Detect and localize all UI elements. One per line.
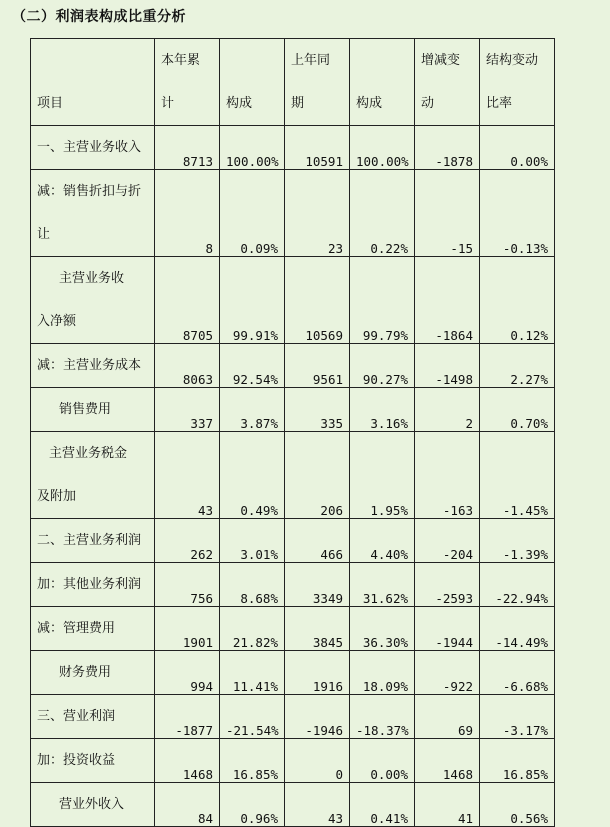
cell-cur-pct: 21.82% (220, 607, 285, 651)
cell-cur: 262 (155, 519, 220, 563)
cell-prev: 9561 (285, 344, 350, 388)
row-label-line: 三、营业利润 (37, 709, 116, 724)
cell-cur: 1468 (155, 739, 220, 783)
cell-prev-pct: -18.37% (350, 695, 415, 739)
cell-change: 1468 (415, 739, 480, 783)
table-row (31, 651, 555, 695)
row-label (31, 126, 155, 170)
cell-prev-pct: 0.41% (350, 783, 415, 827)
cell-cur-pct: 11.41% (220, 651, 285, 695)
cell-cur-pct: -21.54% (220, 695, 285, 739)
table-row (31, 695, 555, 739)
cell-change: -1864 (415, 257, 480, 344)
row-label (31, 695, 155, 739)
cell-prev: 466 (285, 519, 350, 563)
cell-ratio: -6.68% (480, 651, 555, 695)
row-label (31, 651, 155, 695)
row-label (31, 607, 155, 651)
row-label-line: 财务费用 (59, 665, 112, 680)
row-label-line: 及附加 (37, 489, 77, 504)
cell-prev-pct: 36.30% (350, 607, 415, 651)
table-row (31, 257, 555, 344)
table-row (31, 344, 555, 388)
table-row (31, 607, 555, 651)
cell-prev: 10591 (285, 126, 350, 170)
cell-change: -2593 (415, 563, 480, 607)
cell-ratio: 2.27% (480, 344, 555, 388)
cell-prev-pct: 0.00% (350, 739, 415, 783)
row-label (31, 563, 155, 607)
cell-change: 69 (415, 695, 480, 739)
header-prior-pct: 构成 (350, 39, 415, 126)
cell-prev-pct: 90.27% (350, 344, 415, 388)
cell-prev: 206 (285, 432, 350, 519)
cell-change: 2 (415, 388, 480, 432)
cell-ratio: -1.45% (480, 432, 555, 519)
row-label (31, 344, 155, 388)
cell-prev: 0 (285, 739, 350, 783)
cell-cur-pct: 3.01% (220, 519, 285, 563)
cell-cur: 994 (155, 651, 220, 695)
cell-ratio: -14.49% (480, 607, 555, 651)
cell-change: -163 (415, 432, 480, 519)
cell-cur: 8 (155, 170, 220, 257)
cell-change: -15 (415, 170, 480, 257)
header-row (31, 39, 555, 126)
cell-prev-pct: 99.79% (350, 257, 415, 344)
cell-prev-pct: 0.22% (350, 170, 415, 257)
row-label-line: 入净额 (37, 314, 77, 329)
cell-cur: 1901 (155, 607, 220, 651)
cell-change: -1944 (415, 607, 480, 651)
cell-prev-pct: 18.09% (350, 651, 415, 695)
cell-cur-pct: 0.09% (220, 170, 285, 257)
row-label-line: 加：其他业务利润 (37, 577, 142, 592)
cell-ratio: -1.39% (480, 519, 555, 563)
row-label-line: 减：销售折扣与折 (37, 184, 142, 199)
cell-change: -204 (415, 519, 480, 563)
row-label-line: 二、主营业务利润 (37, 533, 142, 548)
cell-cur: 43 (155, 432, 220, 519)
header-item: 项目 (31, 39, 155, 126)
header-prior-year: 上年同 期 (285, 39, 350, 126)
cell-cur-pct: 99.91% (220, 257, 285, 344)
cell-prev: -1946 (285, 695, 350, 739)
row-label (31, 783, 155, 827)
cell-ratio: -0.13% (480, 170, 555, 257)
cell-change: -1878 (415, 126, 480, 170)
profit-structure-table (30, 38, 555, 827)
cell-cur: -1877 (155, 695, 220, 739)
cell-change: -922 (415, 651, 480, 695)
cell-ratio: 0.70% (480, 388, 555, 432)
cell-prev-pct: 1.95% (350, 432, 415, 519)
cell-ratio: -3.17% (480, 695, 555, 739)
row-label (31, 257, 155, 344)
cell-cur-pct: 100.00% (220, 126, 285, 170)
cell-cur: 8713 (155, 126, 220, 170)
cell-change: -1498 (415, 344, 480, 388)
table-row (31, 563, 555, 607)
cell-cur: 8705 (155, 257, 220, 344)
cell-ratio: 0.12% (480, 257, 555, 344)
row-label-line: 主营业务收 (59, 271, 125, 286)
cell-ratio: 0.00% (480, 126, 555, 170)
row-label (31, 432, 155, 519)
cell-prev: 43 (285, 783, 350, 827)
cell-prev: 3349 (285, 563, 350, 607)
table-row (31, 432, 555, 519)
cell-cur: 337 (155, 388, 220, 432)
cell-ratio: 0.56% (480, 783, 555, 827)
row-label-line: 让 (37, 227, 51, 242)
cell-cur-pct: 8.68% (220, 563, 285, 607)
row-label (31, 519, 155, 563)
cell-cur-pct: 0.49% (220, 432, 285, 519)
cell-prev: 10569 (285, 257, 350, 344)
cell-prev: 1916 (285, 651, 350, 695)
header-change: 增减变 动 (415, 39, 480, 126)
row-label (31, 739, 155, 783)
cell-ratio: -22.94% (480, 563, 555, 607)
cell-cur: 8063 (155, 344, 220, 388)
header-current-year: 本年累 计 (155, 39, 220, 126)
table-row (31, 388, 555, 432)
cell-change: 41 (415, 783, 480, 827)
cell-prev-pct: 100.00% (350, 126, 415, 170)
section-title: （二）利润表构成比重分析 (12, 9, 186, 25)
table-row (31, 519, 555, 563)
table-row (31, 170, 555, 257)
row-label-line: 减：管理费用 (37, 621, 116, 636)
cell-cur-pct: 16.85% (220, 739, 285, 783)
table-row (31, 739, 555, 783)
row-label-line: 减：主营业务成本 (37, 358, 142, 373)
row-label-line: 加：投资收益 (37, 753, 116, 768)
cell-cur: 756 (155, 563, 220, 607)
row-label-line: 营业外收入 (59, 797, 125, 812)
row-label-line: 销售费用 (59, 402, 112, 417)
cell-prev: 23 (285, 170, 350, 257)
cell-cur-pct: 0.96% (220, 783, 285, 827)
cell-prev-pct: 31.62% (350, 563, 415, 607)
cell-prev-pct: 4.40% (350, 519, 415, 563)
cell-cur-pct: 92.54% (220, 344, 285, 388)
cell-prev: 335 (285, 388, 350, 432)
row-label (31, 170, 155, 257)
row-label (31, 388, 155, 432)
header-ratio: 结构变动 比率 (480, 39, 555, 126)
cell-prev: 3845 (285, 607, 350, 651)
cell-cur-pct: 3.87% (220, 388, 285, 432)
header-current-pct: 构成 (220, 39, 285, 126)
row-label-line: 主营业务税金 (49, 446, 128, 461)
cell-cur: 84 (155, 783, 220, 827)
cell-prev-pct: 3.16% (350, 388, 415, 432)
cell-ratio: 16.85% (480, 739, 555, 783)
table-row (31, 126, 555, 170)
table-row (31, 783, 555, 827)
row-label-line: 一、主营业务收入 (37, 140, 142, 155)
